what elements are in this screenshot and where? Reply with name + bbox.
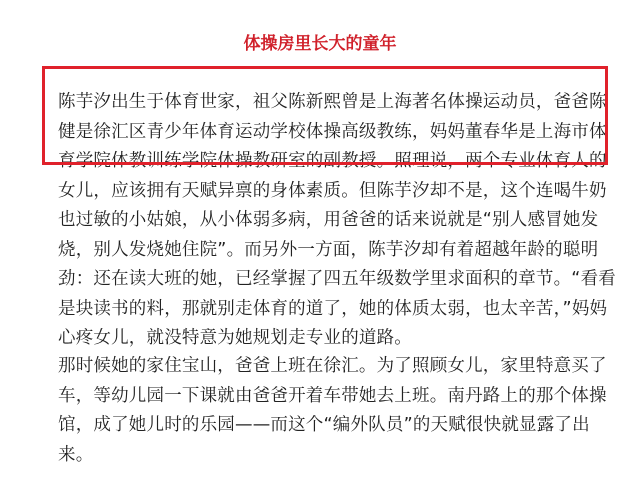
article-title: 体操房里长大的童年 — [243, 34, 397, 54]
paragraph-2: 那时候她的家住宝山，爸爸上班在徐汇。为了照顾女儿，家里特意买了车，等幼儿园一下课就由爸爸开着车带她去上班。南丹路上的那个体操馆，成了她儿时的乐园——而这个“编外队员”的天赋很快就显露了出来。 — [58, 356, 607, 465]
paragraph-1: 陈芋汐出生于体育世家，祖父陈新熙曾是上海著名体操运动员，爸爸陈健是徐汇区青少年体育运动学校体操高级教练，妈妈董春华是上海市体育学院体教训练学院体操教研室的副教授。照理说，两个专业体育人的女儿，应该拥有天赋异禀的身体素质。但陈芋汐却不是，这个连喝牛奶也过敏的小姑娘，从小体弱多病，用爸爸的话来说就是“别人感冒她发烧，别人发烧她住院”。而另外一方面，陈芋汐却有着超越年龄的聪明劲：还在读大班的她，已经掌握了四五年级数学里求面积的章节。“看看是块读书的料，那就别走体育的道了，她的体质太弱，也太辛苦，”妈妈心疼女儿，就没特意为她规划走专业的道路。 — [58, 92, 616, 348]
